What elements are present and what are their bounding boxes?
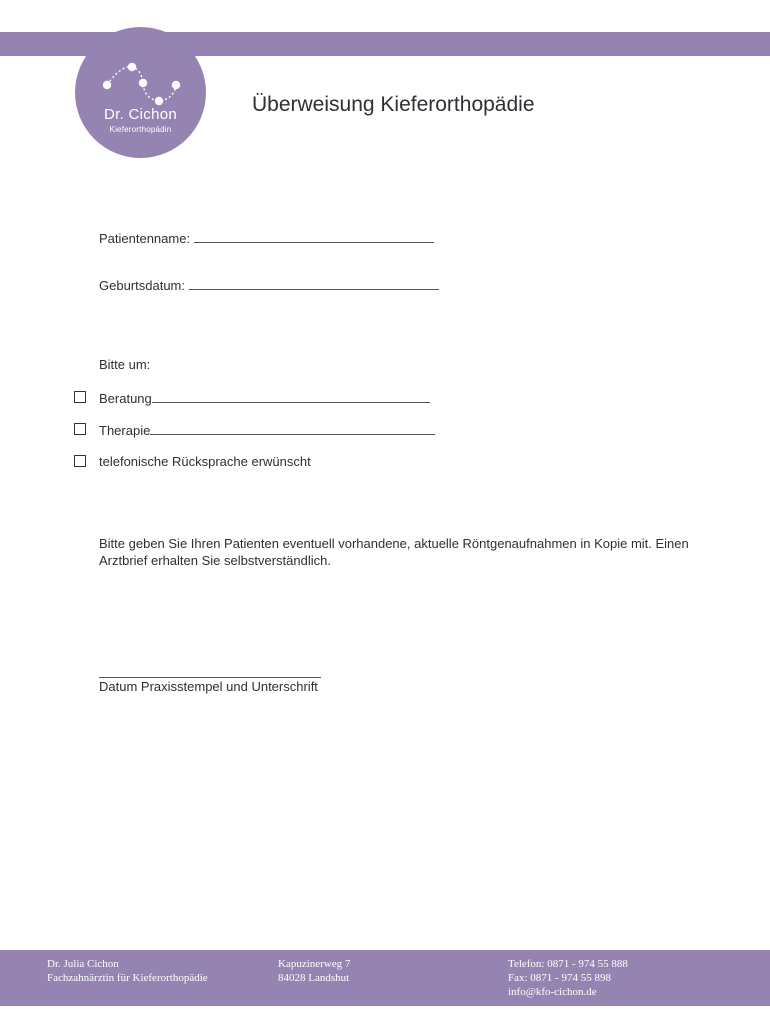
logo-name: Dr. Cichon (103, 106, 178, 123)
beratung-option (99, 390, 430, 406)
patient-name-line[interactable] (194, 230, 434, 243)
footer-contact (508, 957, 628, 999)
callback-label: telefonische Rücksprache erwünscht (99, 454, 311, 469)
logo-molecule-icon (75, 27, 206, 158)
beratung-checkbox[interactable] (74, 391, 86, 403)
birthdate-line[interactable] (189, 277, 439, 290)
practice-logo (75, 27, 206, 158)
therapie-checkbox[interactable] (74, 423, 86, 435)
patient-name-field (99, 230, 434, 246)
footer-doctor-name: Dr. Julia Cichon (47, 958, 119, 970)
logo-subtitle: Kieferorthopädin (109, 125, 172, 134)
footer-fax: Fax: 0871 - 974 55 898 (508, 972, 611, 984)
footer-street: Kapuzinerweg 7 (278, 958, 351, 970)
beratung-line[interactable] (152, 390, 430, 403)
therapie-label: Therapie (99, 423, 151, 438)
footer-practice (47, 957, 208, 985)
birthdate-field (99, 277, 439, 293)
beratung-label: Beratung (99, 391, 152, 406)
xray-note: Bitte geben Sie Ihren Patienten eventuell vorhandene, aktuelle Röntgenaufnahmen in Kopie mit. Einen Arztbrief erhalten Sie selbstverständlich. (99, 536, 689, 568)
footer-address (278, 957, 350, 985)
footer (0, 950, 770, 1006)
signature-line[interactable] (99, 677, 321, 678)
footer-specialty: Fachzahnärztin für Kieferorthopädie (47, 972, 208, 984)
callback-checkbox[interactable] (74, 455, 86, 467)
birthdate-label: Geburtsdatum: (99, 278, 185, 293)
therapie-option (99, 422, 435, 438)
footer-email[interactable]: info@kfo-cichon.de (508, 986, 597, 998)
patient-name-label: Patientenname: (99, 231, 191, 246)
footer-phone: Telefon: 0871 - 974 55 888 (508, 958, 628, 970)
signature-label: Datum Praxisstempel und Unterschrift (99, 679, 318, 694)
footer-city: 84028 Landshut (278, 972, 350, 984)
therapie-line[interactable] (150, 422, 435, 435)
page-title: Überweisung Kieferorthopädie (252, 93, 535, 116)
request-label: Bitte um: (99, 357, 151, 372)
